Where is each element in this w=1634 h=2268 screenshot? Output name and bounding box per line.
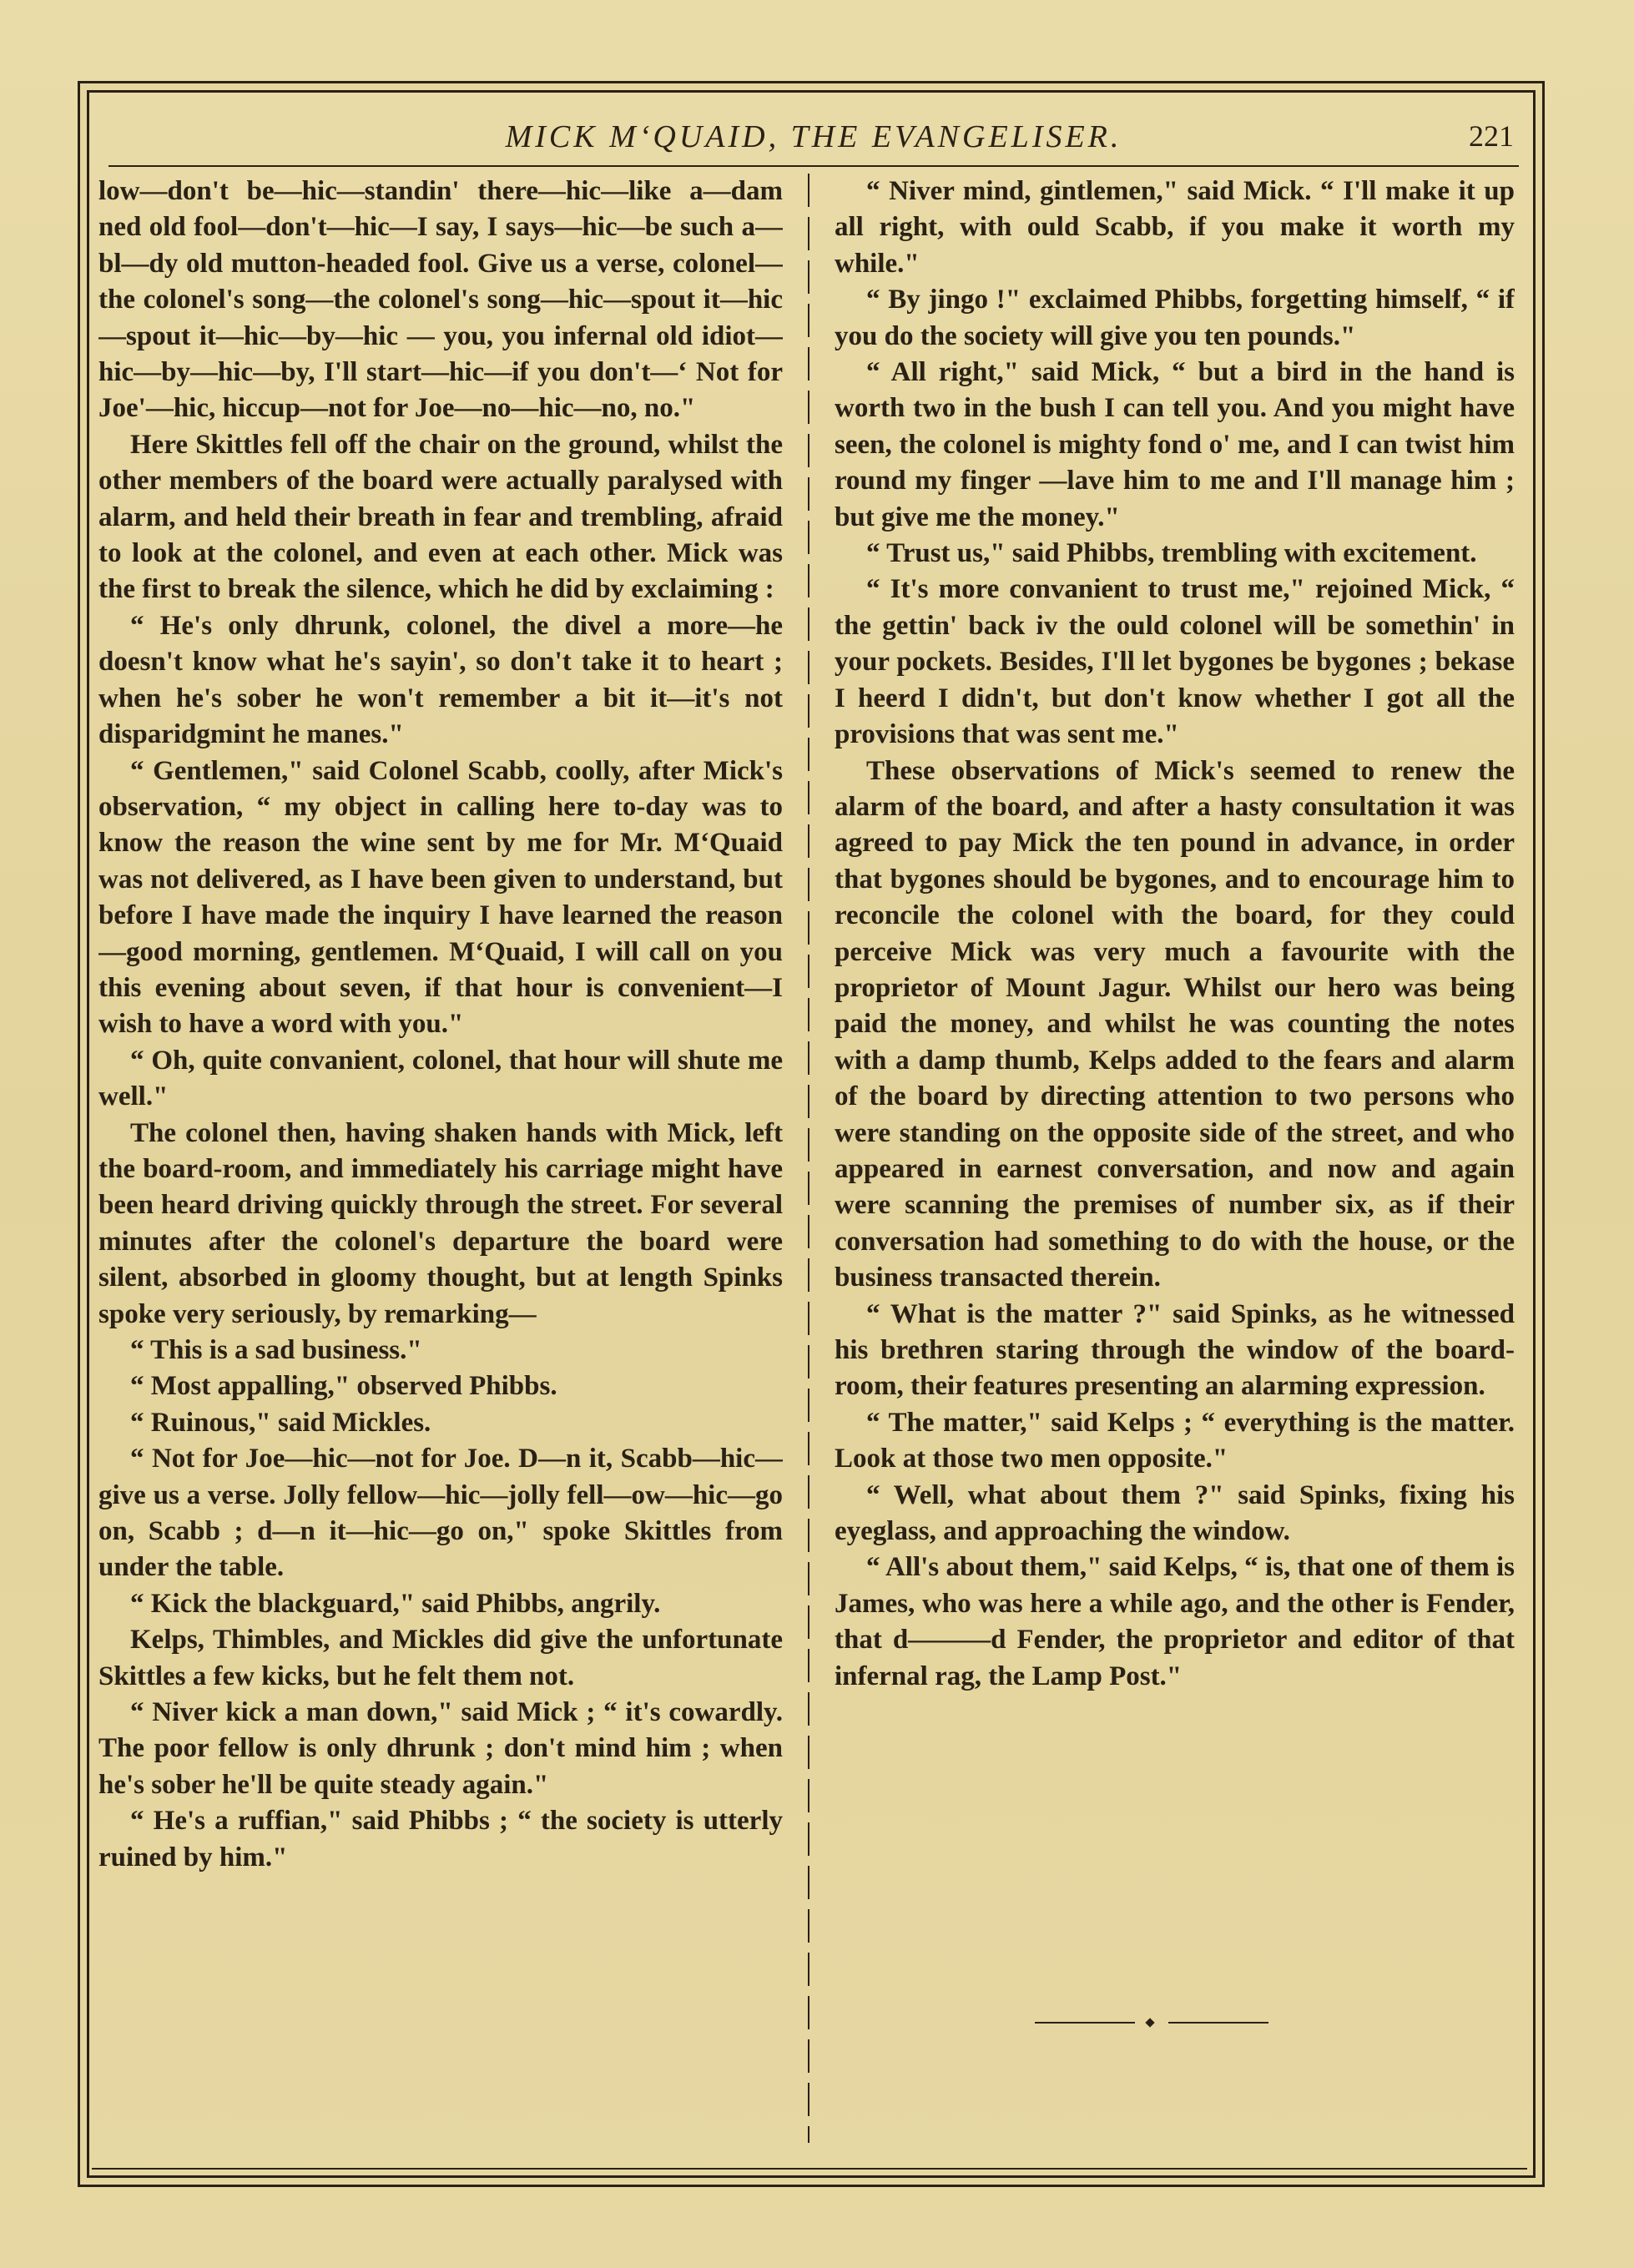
paragraph: “ Trust us," said Phibbs, trembling with excitement. [866, 538, 1477, 569]
left-column [98, 174, 783, 2118]
footer-rule [92, 2168, 1527, 2170]
paragraph: “ It's more convanient to trust me," rejoined Mick, “ the gettin' back iv the ould colonel will be somethin' in your pockets. Besides, I'll let bygones be bygones ; bekase I heerd I didn't, but don't know whether I got all the provisions that was sent me." [835, 574, 1515, 750]
paragraph: “ Oh, quite convanient, colonel, that hour will shute me well." [98, 1045, 783, 1112]
ornament-line-left [1035, 2022, 1135, 2024]
column-rule [808, 174, 809, 2143]
paragraph: “ The matter," said Kelps ; “ everything is the matter. Look at those two men opposite." [835, 1407, 1515, 1474]
page-number: 221 [1469, 119, 1514, 153]
paragraph: low—don't be—hic—standin' there—hic—like a—dam ned old fool—don't—hic—I say, I says—hic—be such a—bl—dy old mutton-headed fool. Give us a verse, colonel—the colonel's song—the colonel's song—hic—spout it—hic—spout it—hic—by—hic — you, you infernal old idiot—hic—by—hic—by, I'll start—hic—if you don't—‘ Not for Joe'—hic, hiccup—not for Joe—no—hic—no, no." [98, 176, 783, 424]
page-header [108, 115, 1519, 167]
running-title: MICK M‘QUAID, THE EVANGELISER. [505, 119, 1122, 154]
section-end-ornament [1035, 2019, 1268, 2026]
paragraph: Here Skittles fell off the chair on the ground, whilst the other members of the board were actually paralysed with alarm, and held their breath in fear and trembling, afraid to look at the colonel, and even at each other. Mick was the first to break the silence, which he did by exclaiming : [98, 429, 783, 605]
ornament-line-right [1168, 2022, 1268, 2024]
paragraph: These observations of Mick's seemed to renew the alarm of the board, and after a hasty consultation it was agreed to pay Mick the ten pound in advance, in order that bygones should be bygones, and to encourage him to reconcile the colonel with the board, for they could perceive Mick was very much a favourite with the proprietor of Mount Jagur. Whilst our hero was being paid the money, and whilst he was counting the notes with a damp thumb, Kelps added to the fears and alarm of the board by directing attention to two persons who were standing on the opposite side of the street, and who appeared in earnest conversation, and now and again were scanning the premises of number six, as if their conversation had something to do with the house, or the business transacted therein. [835, 755, 1515, 1293]
paragraph: The colonel then, having shaken hands with Mick, left the board-room, and immediately his carriage might have been heard driving quickly through the street. For several minutes after the colonel's departure the board were silent, absorbed in gloomy thought, but at length Spinks spoke very seriously, by remarking— [98, 1117, 783, 1329]
paragraph: “ All right," said Mick, “ but a bird in the hand is worth two in the bush I can tell you. And you might have seen, the colonel is mighty fond o' me, and I can twist him round my finger —lave him to me and I'll manage him ; but give me the money." [835, 357, 1515, 532]
paragraph: “ This is a sad business." [130, 1335, 422, 1365]
paragraph: “ Ruinous," said Mickles. [130, 1407, 431, 1438]
paragraph: Kelps, Thimbles, and Mickles did give the unfortunate Skittles a few kicks, but he felt them not. [98, 1625, 783, 1691]
ornament-diamond-icon [1145, 2018, 1154, 2027]
paragraph: “ What is the matter ?" said Spinks, as he witnessed his brethren staring through the window of the board-room, their features presenting an alarming expression. [835, 1298, 1515, 1402]
paragraph: “ He's only dhrunk, colonel, the divel a more—he doesn't know what he's sayin', so don't take it to heart ; when he's sober he won't remember a bit it—it's not disparidgmint he manes." [98, 610, 783, 750]
paragraph: “ Kick the blackguard," said Phibbs, angrily. [130, 1588, 661, 1619]
paragraph: “ Niver mind, gintlemen," said Mick. “ I'll make it up all right, with ould Scabb, if you make it worth my while." [835, 176, 1515, 279]
paragraph: “ All's about them," said Kelps, “ is, that one of them is James, who was here a while ago, and the other is Fender, that d———d Fender, the proprietor and editor of that infernal rag, the Lamp Post." [835, 1552, 1515, 1691]
paragraph: “ Gentlemen," said Colonel Scabb, coolly, after Mick's observation, “ my object in calling here to-day was to know the reason the wine sent by me for Mr. M‘Quaid was not delivered, as I have been given to understand, but before I have made the inquiry I have learned the reason—good morning, gentlemen. M‘Quaid, I will call on you this evening about seven, if that hour is convenient—I wish to have a word with you." [98, 755, 783, 1040]
paragraph: “ He's a ruffian," said Phibbs ; “ the society is utterly ruined by him." [98, 1806, 783, 1872]
paragraph: “ Not for Joe—hic—not for Joe. D—n it, Scabb—hic—give us a verse. Jolly fellow—hic—jolly fell—ow—hic—go on, Scabb ; d—n it—hic—go on," spoke Skittles from under the table. [98, 1444, 783, 1583]
paragraph: “ Niver kick a man down," said Mick ; “ it's cowardly. The poor fellow is only dhrunk ; don't mind him ; when he's sober he'll be quite steady again." [98, 1697, 783, 1800]
right-column [835, 174, 1515, 2118]
paragraph: “ Most appalling," observed Phibbs. [130, 1371, 557, 1402]
paragraph: “ Well, what about them ?" said Spinks, fixing his eyeglass, and approaching the window. [835, 1479, 1515, 1547]
paragraph: “ By jingo !" exclaimed Phibbs, forgetting himself, “ if you do the society will give you ten pounds." [835, 285, 1515, 351]
